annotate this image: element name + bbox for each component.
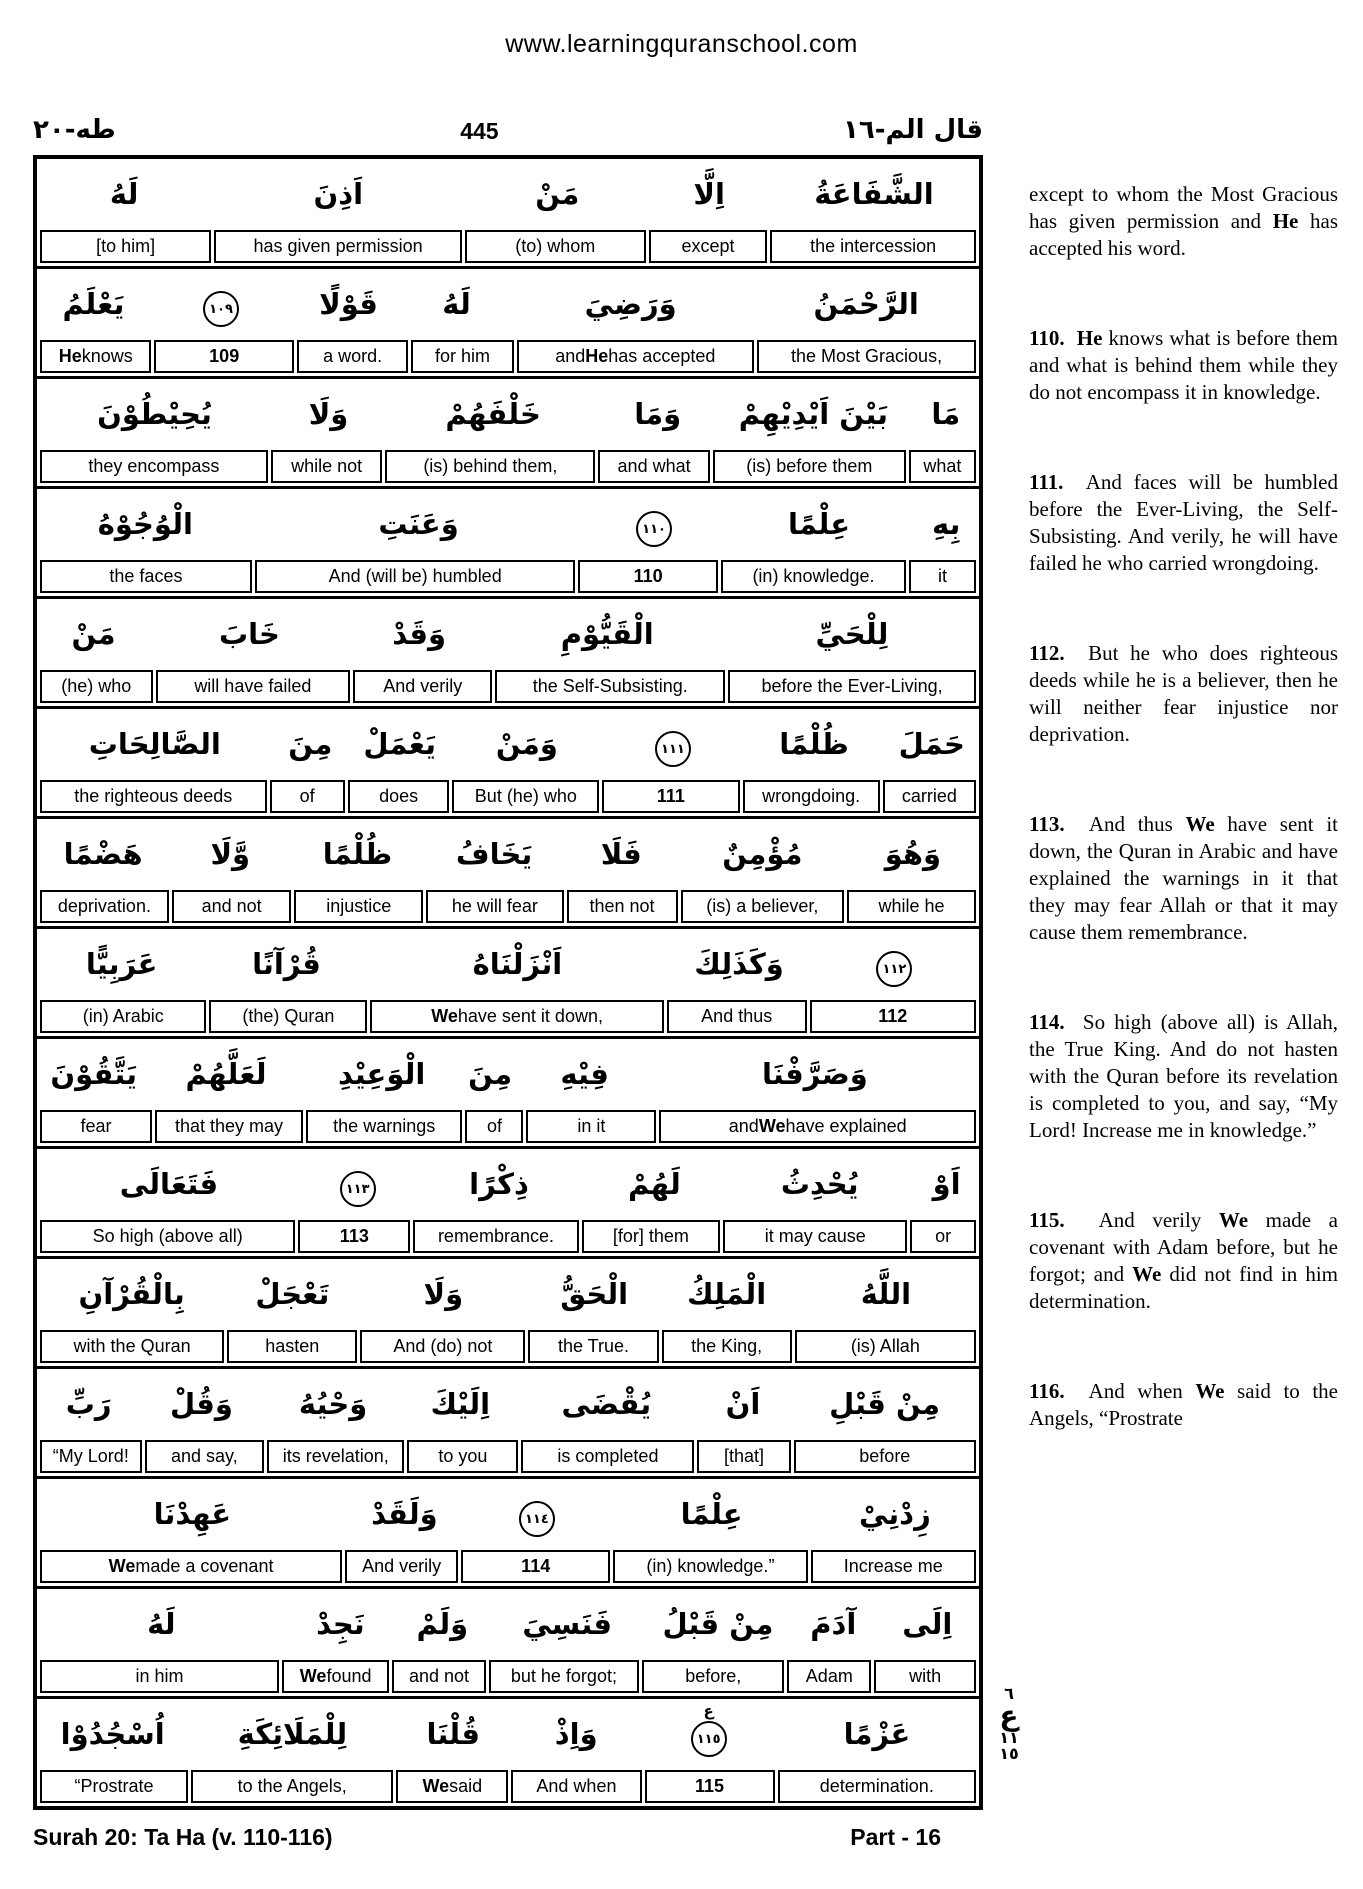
english-word-cell: of <box>270 780 345 813</box>
verse-end-marker <box>301 1162 415 1208</box>
arabic-row <box>37 819 979 890</box>
english-word-cell: that they may <box>155 1110 303 1143</box>
arabic-word: بِالْقُرْآنِ <box>78 1277 185 1312</box>
english-word-cell: in it <box>526 1110 656 1143</box>
arabic-word: اِلَيْكَ <box>430 1387 491 1422</box>
page-number: 445 <box>460 118 499 144</box>
english-word-cell: We said <box>396 1770 508 1803</box>
arabic-word: الْقَيُّوْمِ <box>560 617 654 652</box>
english-row <box>37 1660 979 1696</box>
ruku-ain-above-marker: ع <box>703 1702 714 1721</box>
english-word-cell: before the Ever-Living, <box>728 670 976 703</box>
verse-end-marker <box>150 282 292 328</box>
arabic-word: وَّلَا <box>210 837 251 872</box>
english-word-cell: or <box>910 1220 976 1253</box>
english-word-cell: (is) Allah <box>795 1330 976 1363</box>
english-word-cell: “My Lord! <box>40 1440 142 1473</box>
english-word-cell: is completed <box>521 1440 694 1473</box>
ain-ruku-icon: ع <box>999 1699 1019 1732</box>
arabic-word: اللَّهُ <box>860 1277 912 1312</box>
arabic-word: فَلَا <box>600 837 642 872</box>
arabic-row <box>37 1589 979 1660</box>
arabic-word: مُؤْمِنٌ <box>722 837 803 872</box>
english-word-cell: 112 <box>810 1000 976 1033</box>
english-word-cell: to the Angels, <box>191 1770 393 1803</box>
verse-number-circle-icon: ١١١ <box>655 731 691 767</box>
english-word-cell: the intercession <box>770 230 976 263</box>
english-word-cell: does <box>348 780 450 813</box>
arabic-word: لَهُ <box>147 1607 176 1642</box>
arabic-word: خَلْفَهُمْ <box>445 397 541 432</box>
english-word-cell: And when <box>511 1770 641 1803</box>
arabic-word: ذِكْرًا <box>469 1167 529 1202</box>
arabic-row <box>37 1479 979 1550</box>
verse-number-circle-icon: ١١٠ <box>636 511 672 547</box>
english-row <box>37 1770 979 1806</box>
english-row <box>37 1110 979 1146</box>
english-word-cell: and not <box>392 1660 485 1693</box>
arabic-word: ظُلْمًا <box>322 837 393 872</box>
english-word-cell: And verily <box>353 670 492 703</box>
verse-line <box>37 1259 979 1369</box>
english-row <box>37 780 979 816</box>
english-word-cell: [for] them <box>582 1220 721 1253</box>
arabic-word: وَقُلْ <box>170 1387 233 1422</box>
arabic-word: الصَّالِحَاتِ <box>88 727 221 762</box>
english-word-cell: the Most Gracious, <box>757 340 976 373</box>
sidebar-translation <box>1029 59 1338 1432</box>
english-word-cell: (in) Arabic <box>40 1000 206 1033</box>
verse-line <box>37 709 979 819</box>
arabic-word: قَوْلًا <box>319 287 378 322</box>
arabic-word: بِهِ <box>931 507 961 542</box>
arabic-word: وَحْيُهُ <box>298 1387 368 1422</box>
arabic-row <box>37 379 979 450</box>
english-word-cell: And (will be) humbled <box>255 560 576 593</box>
english-word-cell: the True. <box>528 1330 658 1363</box>
english-word-cell: 109 <box>154 340 293 373</box>
arabic-row <box>37 269 979 340</box>
page-footer <box>33 1824 983 1851</box>
arabic-word: وَلَا <box>423 1277 464 1312</box>
arabic-word: بَيْنَ اَيْدِيْهِمْ <box>738 397 889 432</box>
english-row <box>37 1330 979 1366</box>
english-word-cell: its revelation, <box>267 1440 404 1473</box>
arabic-word: لَعَلَّهُمْ <box>185 1057 267 1092</box>
english-word-cell: And thus <box>667 1000 807 1033</box>
arabic-word: قُرْآنًا <box>252 947 321 982</box>
arabic-word: ظُلْمًا <box>779 727 849 762</box>
english-word-cell: the righteous deeds <box>40 780 267 813</box>
english-word-cell: (to) whom <box>465 230 646 263</box>
verse-number-circle-icon: ١١٣ <box>340 1171 376 1207</box>
arabic-row <box>37 599 979 670</box>
english-word-cell: and We have explained <box>659 1110 976 1143</box>
english-word-cell: will have failed <box>156 670 351 703</box>
arabic-word: يُحْدِثُ <box>780 1167 859 1202</box>
english-word-cell: a word. <box>297 340 408 373</box>
english-word-cell: fear <box>40 1110 152 1143</box>
english-word-cell: hasten <box>227 1330 357 1363</box>
english-word-cell: and what <box>598 450 710 483</box>
arabic-word: اِلَّا <box>693 177 725 212</box>
english-word-cell: in him <box>40 1660 279 1693</box>
arabic-word: اِلَى <box>902 1607 953 1642</box>
website-url: www.learningquranschool.com <box>505 30 858 58</box>
english-row <box>37 560 979 596</box>
arabic-word: يَتَّقُوْنَ <box>50 1057 137 1092</box>
arabic-word: لَهُ <box>442 287 471 322</box>
english-word-cell: wrongdoing. <box>743 780 880 813</box>
arabic-word: فَتَعَالَى <box>119 1167 219 1202</box>
english-word-cell: has given permission <box>214 230 462 263</box>
translation-table <box>33 155 983 1810</box>
arabic-word: عَرَبِيًّا <box>85 947 158 982</box>
arabic-word: زِدْنِيْ <box>858 1497 931 1532</box>
english-word-cell: but he forgot; <box>489 1660 640 1693</box>
verse-end-marker <box>461 1492 612 1538</box>
verse-line <box>37 929 979 1039</box>
english-word-cell: with <box>874 1660 976 1693</box>
verse-line <box>37 599 979 709</box>
arabic-word: مَا <box>931 397 961 432</box>
verse-marker-wrap <box>203 291 239 327</box>
english-word-cell: 111 <box>602 780 739 813</box>
english-word-cell: (is) a believer, <box>681 890 845 923</box>
arabic-word: اَنْ <box>725 1387 761 1422</box>
english-word-cell: of <box>465 1110 523 1143</box>
english-word-cell: We have sent it down, <box>370 1000 664 1033</box>
translation-paragraph: 116. And when We said to the Angels, “Prostrate <box>1029 1379 1338 1430</box>
english-word-cell: 115 <box>645 1770 775 1803</box>
english-row <box>37 1440 979 1476</box>
verse-end-marker <box>602 722 743 768</box>
arabic-word: نَجِدْ <box>316 1607 365 1642</box>
arabic-row <box>37 159 979 230</box>
arabic-word: وَصَرَّفْنَا <box>761 1057 868 1092</box>
arabic-word: عَزْمًا <box>843 1717 911 1752</box>
verse-number-circle-icon: ١١٢ <box>876 951 912 987</box>
footer-surah-reference: Surah 20: Ta Ha (v. 110-116) <box>33 1824 333 1850</box>
arabic-word: الرَّحْمَنُ <box>813 287 919 322</box>
english-word-cell: determination. <box>778 1770 976 1803</box>
english-word-cell: it may cause <box>723 1220 907 1253</box>
verse-line <box>37 269 979 379</box>
arabic-word: حَمَلَ <box>898 727 965 762</box>
arabic-word: مَنْ <box>71 617 116 652</box>
verse-line <box>37 1699 979 1806</box>
verse-line <box>37 159 979 269</box>
arabic-word: رَبِّ <box>65 1387 112 1422</box>
arabic-word: مِنَ <box>468 1057 513 1092</box>
arabic-row <box>37 1369 979 1440</box>
english-word-cell: And (do) not <box>360 1330 525 1363</box>
english-word-cell: deprivation. <box>40 890 169 923</box>
verse-marker-wrap <box>340 1171 376 1207</box>
arabic-word: مِنَ <box>288 727 333 762</box>
verse-line <box>37 819 979 929</box>
english-word-cell: before, <box>642 1660 784 1693</box>
arabic-word: هَضْمًا <box>63 837 143 872</box>
arabic-word: عِلْمًا <box>788 507 851 542</box>
english-word-cell: they encompass <box>40 450 268 483</box>
arabic-word: فَنَسِيَ <box>522 1607 613 1642</box>
arabic-word: مِنْ قَبْلِ <box>829 1387 941 1422</box>
english-word-cell: to you <box>407 1440 518 1473</box>
arabic-row <box>37 1039 979 1110</box>
arabic-word: وَاِذْ <box>554 1717 598 1752</box>
english-word-cell: except <box>649 230 768 263</box>
arabic-word: وَمَا <box>634 397 682 432</box>
arabic-word: وَلَمْ <box>416 1607 469 1642</box>
english-word-cell: He knows <box>40 340 151 373</box>
english-word-cell: with the Quran <box>40 1330 224 1363</box>
translation-paragraph: 114. So high (above all) is Allah, the True King. And do not hasten with the Quran before its revelation is completed to you, and say, “My Lord! Increase me in knowledge.” <box>1029 1010 1338 1142</box>
arabic-word: مِنْ قَبْلُ <box>662 1607 774 1642</box>
arabic-word: وَعَنَتِ <box>378 507 459 542</box>
verse-marker-wrap <box>636 511 672 547</box>
english-word-cell: while he <box>847 890 976 923</box>
verse-marker-wrap <box>655 731 691 767</box>
verse-number-circle-icon: ١١٥ <box>691 1721 727 1757</box>
arabic-row <box>37 489 979 560</box>
verse-line <box>37 379 979 489</box>
arabic-word: يُقْضَى <box>561 1387 652 1422</box>
arabic-word: اَوْ <box>932 1167 961 1202</box>
arabic-word: اَنْزَلْنَاهُ <box>472 947 563 982</box>
english-word-cell: the King, <box>662 1330 792 1363</box>
english-word-cell: the faces <box>40 560 252 593</box>
english-word-cell: and He has accepted <box>517 340 755 373</box>
page-header <box>33 93 983 145</box>
arabic-word: الْحَقُّ <box>560 1277 629 1312</box>
arabic-word: لَهُمْ <box>627 1167 681 1202</box>
verse-line <box>37 1149 979 1259</box>
verse-line <box>37 1369 979 1479</box>
english-word-cell: And verily <box>345 1550 458 1583</box>
english-word-cell: before <box>794 1440 976 1473</box>
english-row <box>37 670 979 706</box>
arabic-word: وَهُوَ <box>884 837 942 872</box>
ruku-number-mid: ١١ <box>999 1728 1019 1747</box>
main-column <box>33 59 983 1851</box>
english-row <box>37 230 979 266</box>
english-word-cell: (is) behind them, <box>385 450 595 483</box>
english-word-cell: and say, <box>145 1440 264 1473</box>
arabic-word: الشَّفَاعَةُ <box>814 177 934 212</box>
verse-end-marker <box>642 1702 774 1758</box>
footer-part-number: Part - 16 <box>850 1824 941 1850</box>
english-word-cell: (the) Quran <box>209 1000 367 1033</box>
verse-line <box>37 1589 979 1699</box>
english-word-cell: (is) before them <box>713 450 906 483</box>
ruku-marker <box>986 1686 1032 1762</box>
arabic-word: عِلْمًا <box>680 1497 743 1532</box>
english-row <box>37 1550 979 1586</box>
english-word-cell: [to him] <box>40 230 211 263</box>
english-word-cell: So high (above all) <box>40 1220 295 1253</box>
verse-line <box>37 489 979 599</box>
arabic-word: عَهِدْنَا <box>153 1497 232 1532</box>
verse-end-marker <box>810 942 979 988</box>
arabic-word: وَمَنْ <box>495 727 558 762</box>
verse-number-circle-icon: ١١٤ <box>519 1501 555 1537</box>
arabic-word: قُلْنَا <box>426 1717 480 1752</box>
translation-paragraph: 111. And faces will be humbled before the Ever-Living, the Self-Subsisting. And verily, he will have failed he who carried wrongdoing. <box>1029 470 1338 575</box>
english-word-cell: (in) knowledge. <box>721 560 906 593</box>
english-row <box>37 1220 979 1256</box>
english-word-cell: “Prostrate <box>40 1770 188 1803</box>
arabic-word: الْوَعِيْدِ <box>337 1057 426 1092</box>
translation-paragraph: 115. And verily We made a covenant with Adam before, but he forgot; and We did not find in him determination. <box>1029 1208 1339 1313</box>
english-word-cell: he will fear <box>426 890 563 923</box>
arabic-word: لَهُ <box>109 177 139 212</box>
arabic-word: وَقَدْ <box>392 617 447 652</box>
english-word-cell: it <box>909 560 976 593</box>
english-word-cell: (he) who <box>40 670 153 703</box>
arabic-row <box>37 929 979 1000</box>
english-word-cell: [that] <box>697 1440 790 1473</box>
arabic-word: آدَمَ <box>810 1607 857 1642</box>
arabic-word: الْمَلِكُ <box>687 1277 767 1312</box>
english-word-cell: then not <box>567 890 678 923</box>
verse-marker-wrap <box>876 951 912 987</box>
arabic-word: لِلْمَلَائِكَةِ <box>237 1717 348 1752</box>
ruku-number-top: ٦ <box>1004 1684 1014 1703</box>
arabic-word: وَكَذَلِكَ <box>694 947 784 982</box>
english-word-cell: Adam <box>787 1660 871 1693</box>
english-row <box>37 890 979 926</box>
english-row <box>37 450 979 486</box>
ruku-number-bottom: ١٥ <box>999 1744 1019 1763</box>
english-word-cell: the warnings <box>306 1110 463 1143</box>
arabic-word: مَنْ <box>535 177 580 212</box>
english-row <box>37 340 979 376</box>
arabic-word: اَذِنَ <box>313 177 364 212</box>
english-word-cell: the Self-Subsisting. <box>495 670 725 703</box>
english-word-cell: 110 <box>578 560 717 593</box>
english-word-cell: We found <box>282 1660 389 1693</box>
arabic-word: فِيْهِ <box>560 1057 609 1092</box>
arabic-word: تَعْجَلْ <box>255 1277 330 1312</box>
arabic-row <box>37 1699 979 1770</box>
verse-number-circle-icon: ١٠٩ <box>203 291 239 327</box>
translation-paragraph: 112. But he who does righteous deeds while he is a believer, then he will neither fear injustice nor deprivation. <box>1029 641 1338 746</box>
arabic-word: يَخَافُ <box>455 837 533 872</box>
arabic-row <box>37 1259 979 1330</box>
english-row <box>37 1000 979 1036</box>
translation-paragraph: 110. He knows what is before them and what is behind them while they do not encompass it in knowledge. <box>1029 326 1338 404</box>
arabic-word: خَابَ <box>218 617 280 652</box>
translation-paragraph: 113. And thus We have sent it down, the Quran in Arabic and have explained the warnings in it that they may fear Allah or that it may cause them remembrance. <box>1029 812 1339 944</box>
arabic-word: يَعْلَمُ <box>62 287 125 322</box>
juz-header-arabic: قال الم-١٦ <box>842 115 983 145</box>
english-word-cell: remembrance. <box>413 1220 578 1253</box>
arabic-word: يَعْمَلْ <box>363 727 436 762</box>
arabic-word: وَرَضِيَ <box>584 287 677 322</box>
verse-line <box>37 1479 979 1589</box>
english-word-cell: what <box>909 450 976 483</box>
arabic-row <box>37 1149 979 1220</box>
english-word-cell: Increase me <box>811 1550 977 1583</box>
arabic-word: يُحِيْطُوْنَ <box>97 397 212 432</box>
verse-marker-wrap <box>519 1501 555 1537</box>
verse-marker-wrap <box>691 1702 727 1757</box>
english-word-cell: But (he) who <box>452 780 599 813</box>
translation-paragraph: except to whom the Most Gracious has given permission and He has accepted his word. <box>1029 182 1338 260</box>
verse-line <box>37 1039 979 1149</box>
english-word-cell: 114 <box>461 1550 610 1583</box>
page-layout <box>0 59 1363 1851</box>
surah-header-arabic: طه-٢٠ <box>33 115 116 145</box>
arabic-word: وَلَقَدْ <box>371 1497 438 1532</box>
english-word-cell: injustice <box>294 890 423 923</box>
arabic-word: لِلْحَيِّ <box>815 617 889 652</box>
arabic-row <box>37 709 979 780</box>
english-word-cell: for him <box>411 340 513 373</box>
english-word-cell: and not <box>172 890 291 923</box>
english-word-cell: carried <box>883 780 976 813</box>
arabic-word: اُسْجُدُوْا <box>60 1717 165 1752</box>
arabic-word: وَلَا <box>308 397 349 432</box>
english-word-cell: while not <box>271 450 383 483</box>
english-word-cell: (in) knowledge.” <box>613 1550 807 1583</box>
english-word-cell: 113 <box>298 1220 410 1253</box>
english-word-cell: We made a covenant <box>40 1550 342 1583</box>
arabic-word: الْوُجُوْهُ <box>97 507 193 542</box>
verse-end-marker <box>584 502 725 548</box>
